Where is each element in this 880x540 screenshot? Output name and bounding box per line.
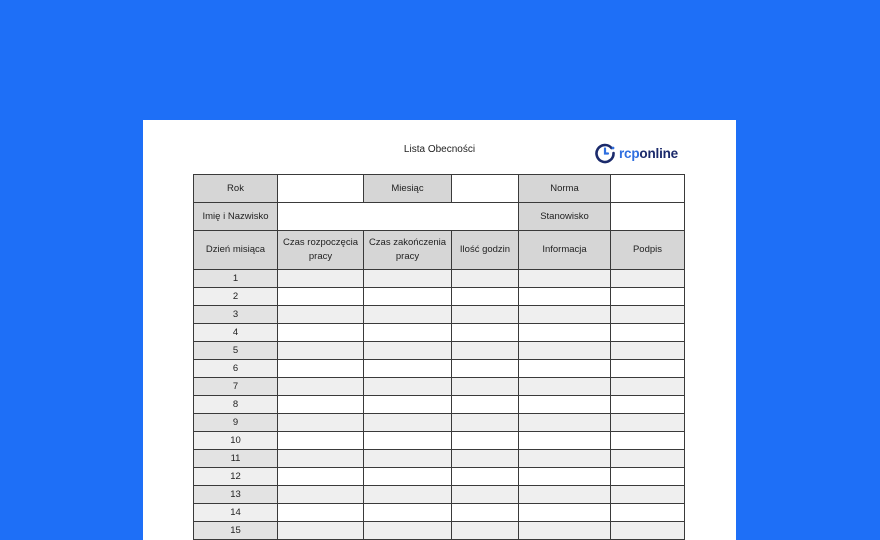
start-time-cell[interactable] bbox=[278, 414, 364, 432]
start-time-cell[interactable] bbox=[278, 360, 364, 378]
day-number: 5 bbox=[194, 342, 278, 360]
start-time-cell[interactable] bbox=[278, 504, 364, 522]
signature-cell[interactable] bbox=[611, 450, 685, 468]
signature-cell[interactable] bbox=[611, 324, 685, 342]
signature-cell[interactable] bbox=[611, 378, 685, 396]
end-time-cell[interactable] bbox=[364, 432, 452, 450]
signature-cell[interactable] bbox=[611, 396, 685, 414]
signature-cell[interactable] bbox=[611, 504, 685, 522]
table-row bbox=[194, 360, 685, 378]
start-time-cell[interactable] bbox=[278, 396, 364, 414]
signature-cell[interactable] bbox=[611, 522, 685, 540]
signature-cell[interactable] bbox=[611, 270, 685, 288]
end-time-cell[interactable] bbox=[364, 414, 452, 432]
table-row bbox=[194, 378, 685, 396]
end-time-cell[interactable] bbox=[364, 306, 452, 324]
table-row bbox=[194, 504, 685, 522]
day-number: 4 bbox=[194, 324, 278, 342]
end-time-cell[interactable] bbox=[364, 486, 452, 504]
start-time-cell[interactable] bbox=[278, 270, 364, 288]
position-field[interactable] bbox=[611, 203, 685, 231]
hours-cell[interactable] bbox=[452, 270, 519, 288]
day-rows bbox=[194, 270, 685, 540]
day-number: 9 bbox=[194, 414, 278, 432]
rcponline-logo bbox=[594, 142, 678, 164]
signature-cell[interactable] bbox=[611, 288, 685, 306]
signature-cell[interactable] bbox=[611, 432, 685, 450]
end-time-cell[interactable] bbox=[364, 342, 452, 360]
col-header-signature: Podpis bbox=[611, 231, 685, 270]
info-cell[interactable] bbox=[519, 414, 611, 432]
day-number: 7 bbox=[194, 378, 278, 396]
norm-field[interactable] bbox=[611, 175, 685, 203]
hours-cell[interactable] bbox=[452, 504, 519, 522]
end-time-cell[interactable] bbox=[364, 522, 452, 540]
start-time-cell[interactable] bbox=[278, 378, 364, 396]
info-cell[interactable] bbox=[519, 486, 611, 504]
month-label: Miesiąc bbox=[364, 175, 452, 203]
col-header-info: Informacja bbox=[519, 231, 611, 270]
col-header-start-time: Czas rozpoczęcia pracy bbox=[278, 231, 364, 270]
hours-cell[interactable] bbox=[452, 450, 519, 468]
signature-cell[interactable] bbox=[611, 414, 685, 432]
start-time-cell[interactable] bbox=[278, 342, 364, 360]
norm-label: Norma bbox=[519, 175, 611, 203]
hours-cell[interactable] bbox=[452, 324, 519, 342]
start-time-cell[interactable] bbox=[278, 468, 364, 486]
info-cell[interactable] bbox=[519, 360, 611, 378]
col-header-end-time: Czas zakończenia pracy bbox=[364, 231, 452, 270]
end-time-cell[interactable] bbox=[364, 450, 452, 468]
end-time-cell[interactable] bbox=[364, 504, 452, 522]
document-title: Lista Obecności bbox=[403, 144, 476, 155]
end-time-cell[interactable] bbox=[364, 378, 452, 396]
name-field[interactable] bbox=[278, 203, 519, 231]
hours-cell[interactable] bbox=[452, 288, 519, 306]
hours-cell[interactable] bbox=[452, 360, 519, 378]
end-time-cell[interactable] bbox=[364, 396, 452, 414]
hours-cell[interactable] bbox=[452, 306, 519, 324]
signature-cell[interactable] bbox=[611, 486, 685, 504]
start-time-cell[interactable] bbox=[278, 324, 364, 342]
hours-cell[interactable] bbox=[452, 468, 519, 486]
start-time-cell[interactable] bbox=[278, 450, 364, 468]
day-number: 15 bbox=[194, 522, 278, 540]
hours-cell[interactable] bbox=[452, 522, 519, 540]
info-cell[interactable] bbox=[519, 432, 611, 450]
table-row bbox=[194, 522, 685, 540]
signature-cell[interactable] bbox=[611, 342, 685, 360]
hours-cell[interactable] bbox=[452, 432, 519, 450]
day-number: 14 bbox=[194, 504, 278, 522]
year-field[interactable] bbox=[278, 175, 364, 203]
table-row bbox=[194, 450, 685, 468]
col-header-hours: Ilość godzin bbox=[452, 231, 519, 270]
day-number: 8 bbox=[194, 396, 278, 414]
table-row bbox=[194, 486, 685, 504]
start-time-cell[interactable] bbox=[278, 306, 364, 324]
day-number: 11 bbox=[194, 450, 278, 468]
table-row bbox=[194, 342, 685, 360]
info-cell[interactable] bbox=[519, 324, 611, 342]
position-label: Stanowisko bbox=[519, 203, 611, 231]
table-row bbox=[194, 432, 685, 450]
table-row bbox=[194, 306, 685, 324]
info-cell[interactable] bbox=[519, 306, 611, 324]
clock-logo-icon bbox=[594, 142, 616, 164]
header-row-year-month bbox=[194, 175, 685, 203]
info-cell[interactable] bbox=[519, 450, 611, 468]
start-time-cell[interactable] bbox=[278, 522, 364, 540]
hours-cell[interactable] bbox=[452, 378, 519, 396]
hours-cell[interactable] bbox=[452, 414, 519, 432]
signature-cell[interactable] bbox=[611, 306, 685, 324]
col-header-day: Dzień misiąca bbox=[194, 231, 278, 270]
day-number: 3 bbox=[194, 306, 278, 324]
name-label: Imię i Nazwisko bbox=[194, 203, 278, 231]
end-time-cell[interactable] bbox=[364, 468, 452, 486]
table-row bbox=[194, 324, 685, 342]
end-time-cell[interactable] bbox=[364, 324, 452, 342]
signature-cell[interactable] bbox=[611, 468, 685, 486]
day-number: 10 bbox=[194, 432, 278, 450]
start-time-cell[interactable] bbox=[278, 432, 364, 450]
info-cell[interactable] bbox=[519, 522, 611, 540]
info-cell[interactable] bbox=[519, 288, 611, 306]
table-row bbox=[194, 288, 685, 306]
start-time-cell[interactable] bbox=[278, 288, 364, 306]
hours-cell[interactable] bbox=[452, 486, 519, 504]
day-number: 6 bbox=[194, 360, 278, 378]
info-cell[interactable] bbox=[519, 396, 611, 414]
end-time-cell[interactable] bbox=[364, 288, 452, 306]
table-row bbox=[194, 396, 685, 414]
start-time-cell[interactable] bbox=[278, 486, 364, 504]
header-row-name bbox=[194, 203, 685, 231]
day-number: 1 bbox=[194, 270, 278, 288]
attendance-table bbox=[193, 174, 685, 540]
info-cell[interactable] bbox=[519, 342, 611, 360]
hours-cell[interactable] bbox=[452, 342, 519, 360]
month-field[interactable] bbox=[452, 175, 519, 203]
hours-cell[interactable] bbox=[452, 396, 519, 414]
logo-text: rcponline bbox=[619, 145, 678, 161]
year-label: Rok bbox=[194, 175, 278, 203]
table-row bbox=[194, 468, 685, 486]
info-cell[interactable] bbox=[519, 378, 611, 396]
day-number: 13 bbox=[194, 486, 278, 504]
end-time-cell[interactable] bbox=[364, 360, 452, 378]
signature-cell[interactable] bbox=[611, 360, 685, 378]
info-cell[interactable] bbox=[519, 504, 611, 522]
table-row bbox=[194, 414, 685, 432]
column-header-row bbox=[194, 231, 685, 270]
day-number: 2 bbox=[194, 288, 278, 306]
info-cell[interactable] bbox=[519, 270, 611, 288]
attendance-sheet bbox=[143, 120, 736, 540]
day-number: 12 bbox=[194, 468, 278, 486]
table-row bbox=[194, 270, 685, 288]
info-cell[interactable] bbox=[519, 468, 611, 486]
end-time-cell[interactable] bbox=[364, 270, 452, 288]
